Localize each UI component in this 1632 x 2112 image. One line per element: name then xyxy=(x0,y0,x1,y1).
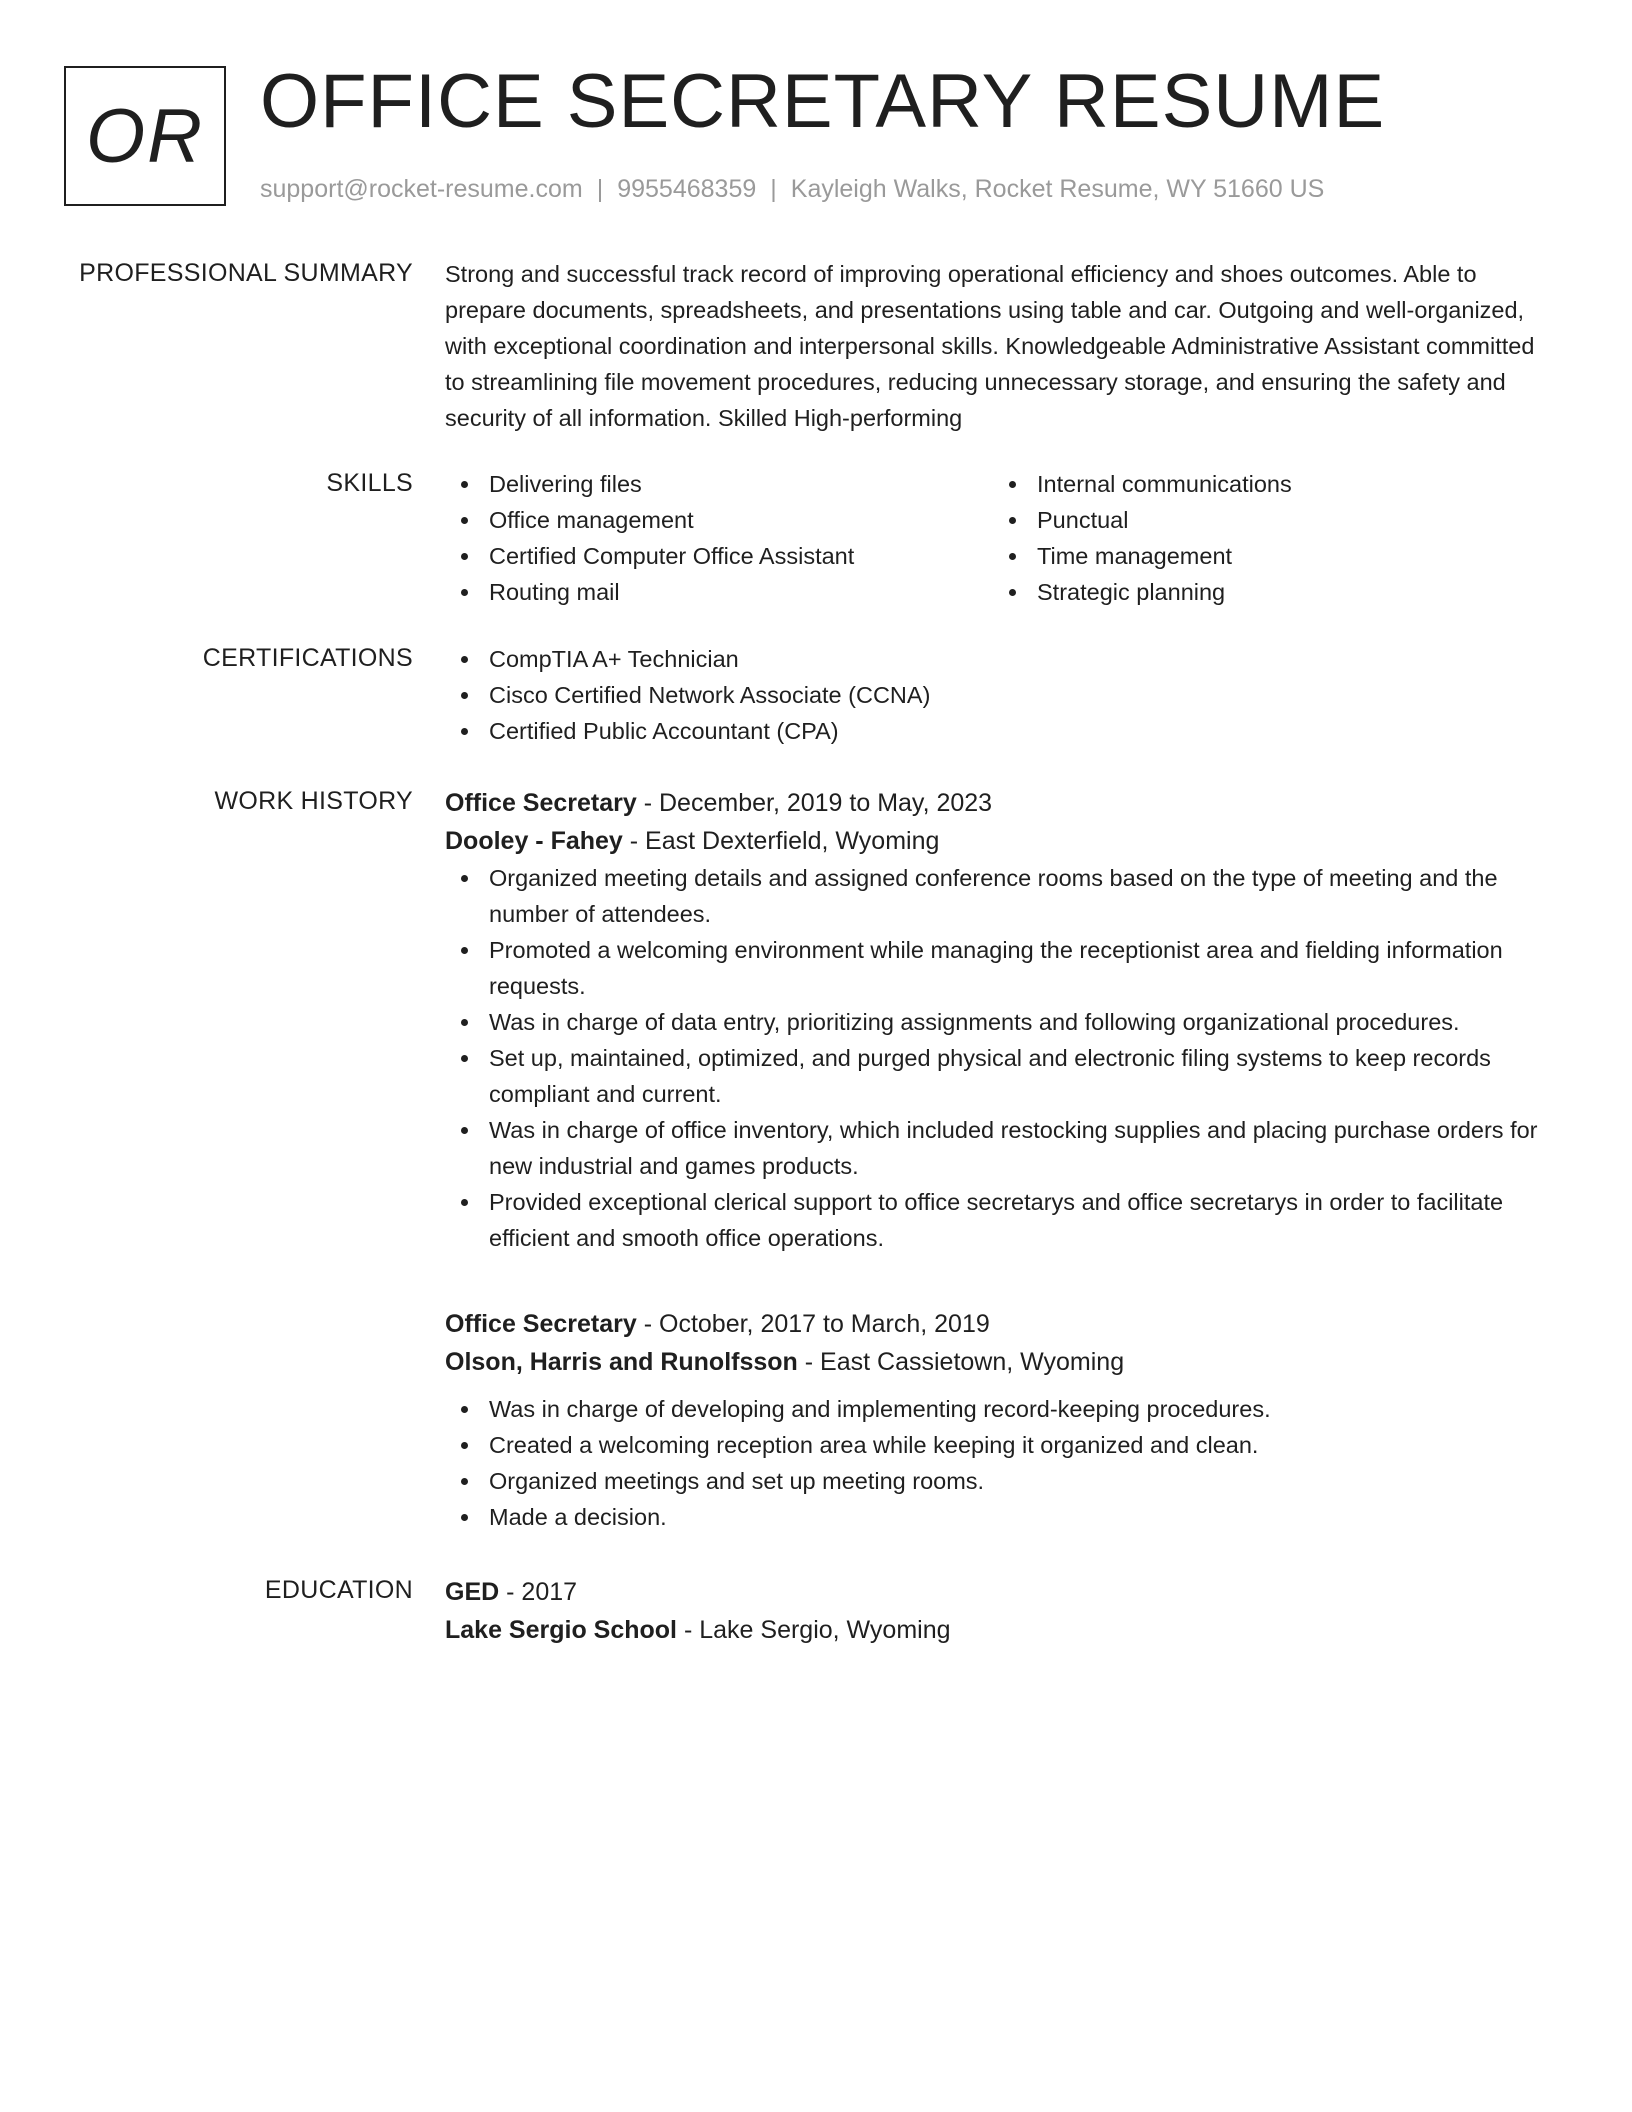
job-bullet-list xyxy=(445,1391,1555,1535)
job-dates: - December, 2019 to May, 2023 xyxy=(643,789,993,817)
contact-address: Kayleigh Walks, Rocket Resume, WY 51660 US xyxy=(790,175,1325,203)
job-entry xyxy=(445,1305,1555,1535)
job-bullet: Organized meeting details and assigned conference rooms based on the type of meeting and the number of attendees. xyxy=(445,860,1555,932)
certifications-label: CERTIFICATIONS xyxy=(202,644,413,672)
work-history-body xyxy=(445,784,1555,1256)
certification-item: Certified Public Accountant (CPA) xyxy=(445,713,1555,749)
summary-body xyxy=(445,256,1555,436)
skills-list-left xyxy=(445,466,993,610)
skills-label: SKILLS xyxy=(326,469,413,497)
skill-item: Routing mail xyxy=(445,574,993,610)
job-entry xyxy=(445,784,1555,1256)
work-history-body xyxy=(445,1305,1555,1535)
job-title-line xyxy=(445,784,1555,822)
job-bullet: Organized meetings and set up meeting rooms. xyxy=(445,1463,1555,1499)
skills-body xyxy=(445,466,1555,610)
resume-title: OFFICE SECRETARY RESUME xyxy=(260,59,1386,144)
job-bullet: Promoted a welcoming environment while managing the receptionist area and fielding information requests. xyxy=(445,932,1555,1004)
job-location: - East Dexterfield, Wyoming xyxy=(629,827,940,855)
job-dates: - October, 2017 to March, 2019 xyxy=(643,1310,990,1338)
degree-year: - 2017 xyxy=(506,1578,578,1606)
job-title-line xyxy=(445,1305,1555,1343)
job-bullet: Set up, maintained, optimized, and purged physical and electronic filing systems to keep records compliant and current. xyxy=(445,1040,1555,1112)
monogram-box xyxy=(64,66,226,206)
job-bullet: Made a decision. xyxy=(445,1499,1555,1535)
job-title: Office Secretary xyxy=(445,1310,637,1338)
monogram-initials: OR xyxy=(86,93,204,179)
contact-separator: | xyxy=(770,175,777,203)
certifications-body xyxy=(445,641,1555,749)
certification-item: CompTIA A+ Technician xyxy=(445,641,1555,677)
school-line xyxy=(445,1611,1555,1649)
work-history-label: WORK HISTORY xyxy=(214,787,413,815)
education-label: EDUCATION xyxy=(264,1576,413,1604)
contact-separator: | xyxy=(596,175,604,203)
contact-phone: 9955468359 xyxy=(617,175,757,203)
job-bullet: Was in charge of data entry, prioritizing assignments and following organizational procedures. xyxy=(445,1004,1555,1040)
skill-item: Punctual xyxy=(993,502,1541,538)
skill-item: Office management xyxy=(445,502,993,538)
skills-list-right xyxy=(993,466,1541,610)
skill-item: Delivering files xyxy=(445,466,993,502)
job-company: Dooley - Fahey xyxy=(445,827,623,855)
degree-line xyxy=(445,1573,1555,1611)
school-name: Lake Sergio School xyxy=(445,1616,678,1644)
job-bullet: Was in charge of developing and implementing record-keeping procedures. xyxy=(445,1391,1555,1427)
job-bullet: Was in charge of office inventory, which included restocking supplies and placing purchase orders for new industrial and games products. xyxy=(445,1112,1555,1184)
job-bullet-list xyxy=(445,860,1555,1256)
contact-line xyxy=(260,172,1324,206)
job-company-line xyxy=(445,822,1555,860)
job-company: Olson, Harris and Runolfsson xyxy=(445,1348,798,1376)
job-title: Office Secretary xyxy=(445,789,637,817)
summary-label: PROFESSIONAL SUMMARY xyxy=(79,259,413,287)
school-location: - Lake Sergio, Wyoming xyxy=(683,1616,951,1644)
skill-item: Time management xyxy=(993,538,1541,574)
summary-text: Strong and successful track record of improving operational efficiency and shoes outcomes. Able to prepare documents, spreadsheets, and presentations using table and car. Outgoing and well-organized, with exceptional coordination and interpersonal skills. Knowledgeable Administrative Assistant committed to streamlining file movement procedures, reducing unnecessary storage, and ensuring the safety and security of all information. Skilled High-performing xyxy=(445,261,1535,431)
skill-item: Internal communications xyxy=(993,466,1541,502)
job-bullet: Created a welcoming reception area while keeping it organized and clean. xyxy=(445,1427,1555,1463)
skill-item: Certified Computer Office Assistant xyxy=(445,538,993,574)
certifications-list xyxy=(445,641,1555,749)
education-body xyxy=(445,1573,1555,1649)
job-location: - East Cassietown, Wyoming xyxy=(804,1348,1125,1376)
degree: GED xyxy=(445,1578,500,1606)
skill-item: Strategic planning xyxy=(993,574,1541,610)
contact-email: support@rocket-resume.com xyxy=(260,175,583,203)
certification-item: Cisco Certified Network Associate (CCNA) xyxy=(445,677,1555,713)
job-bullet: Provided exceptional clerical support to office secretarys and office secretarys in order to facilitate efficient and smooth office operations. xyxy=(445,1184,1555,1256)
job-company-line xyxy=(445,1343,1555,1381)
